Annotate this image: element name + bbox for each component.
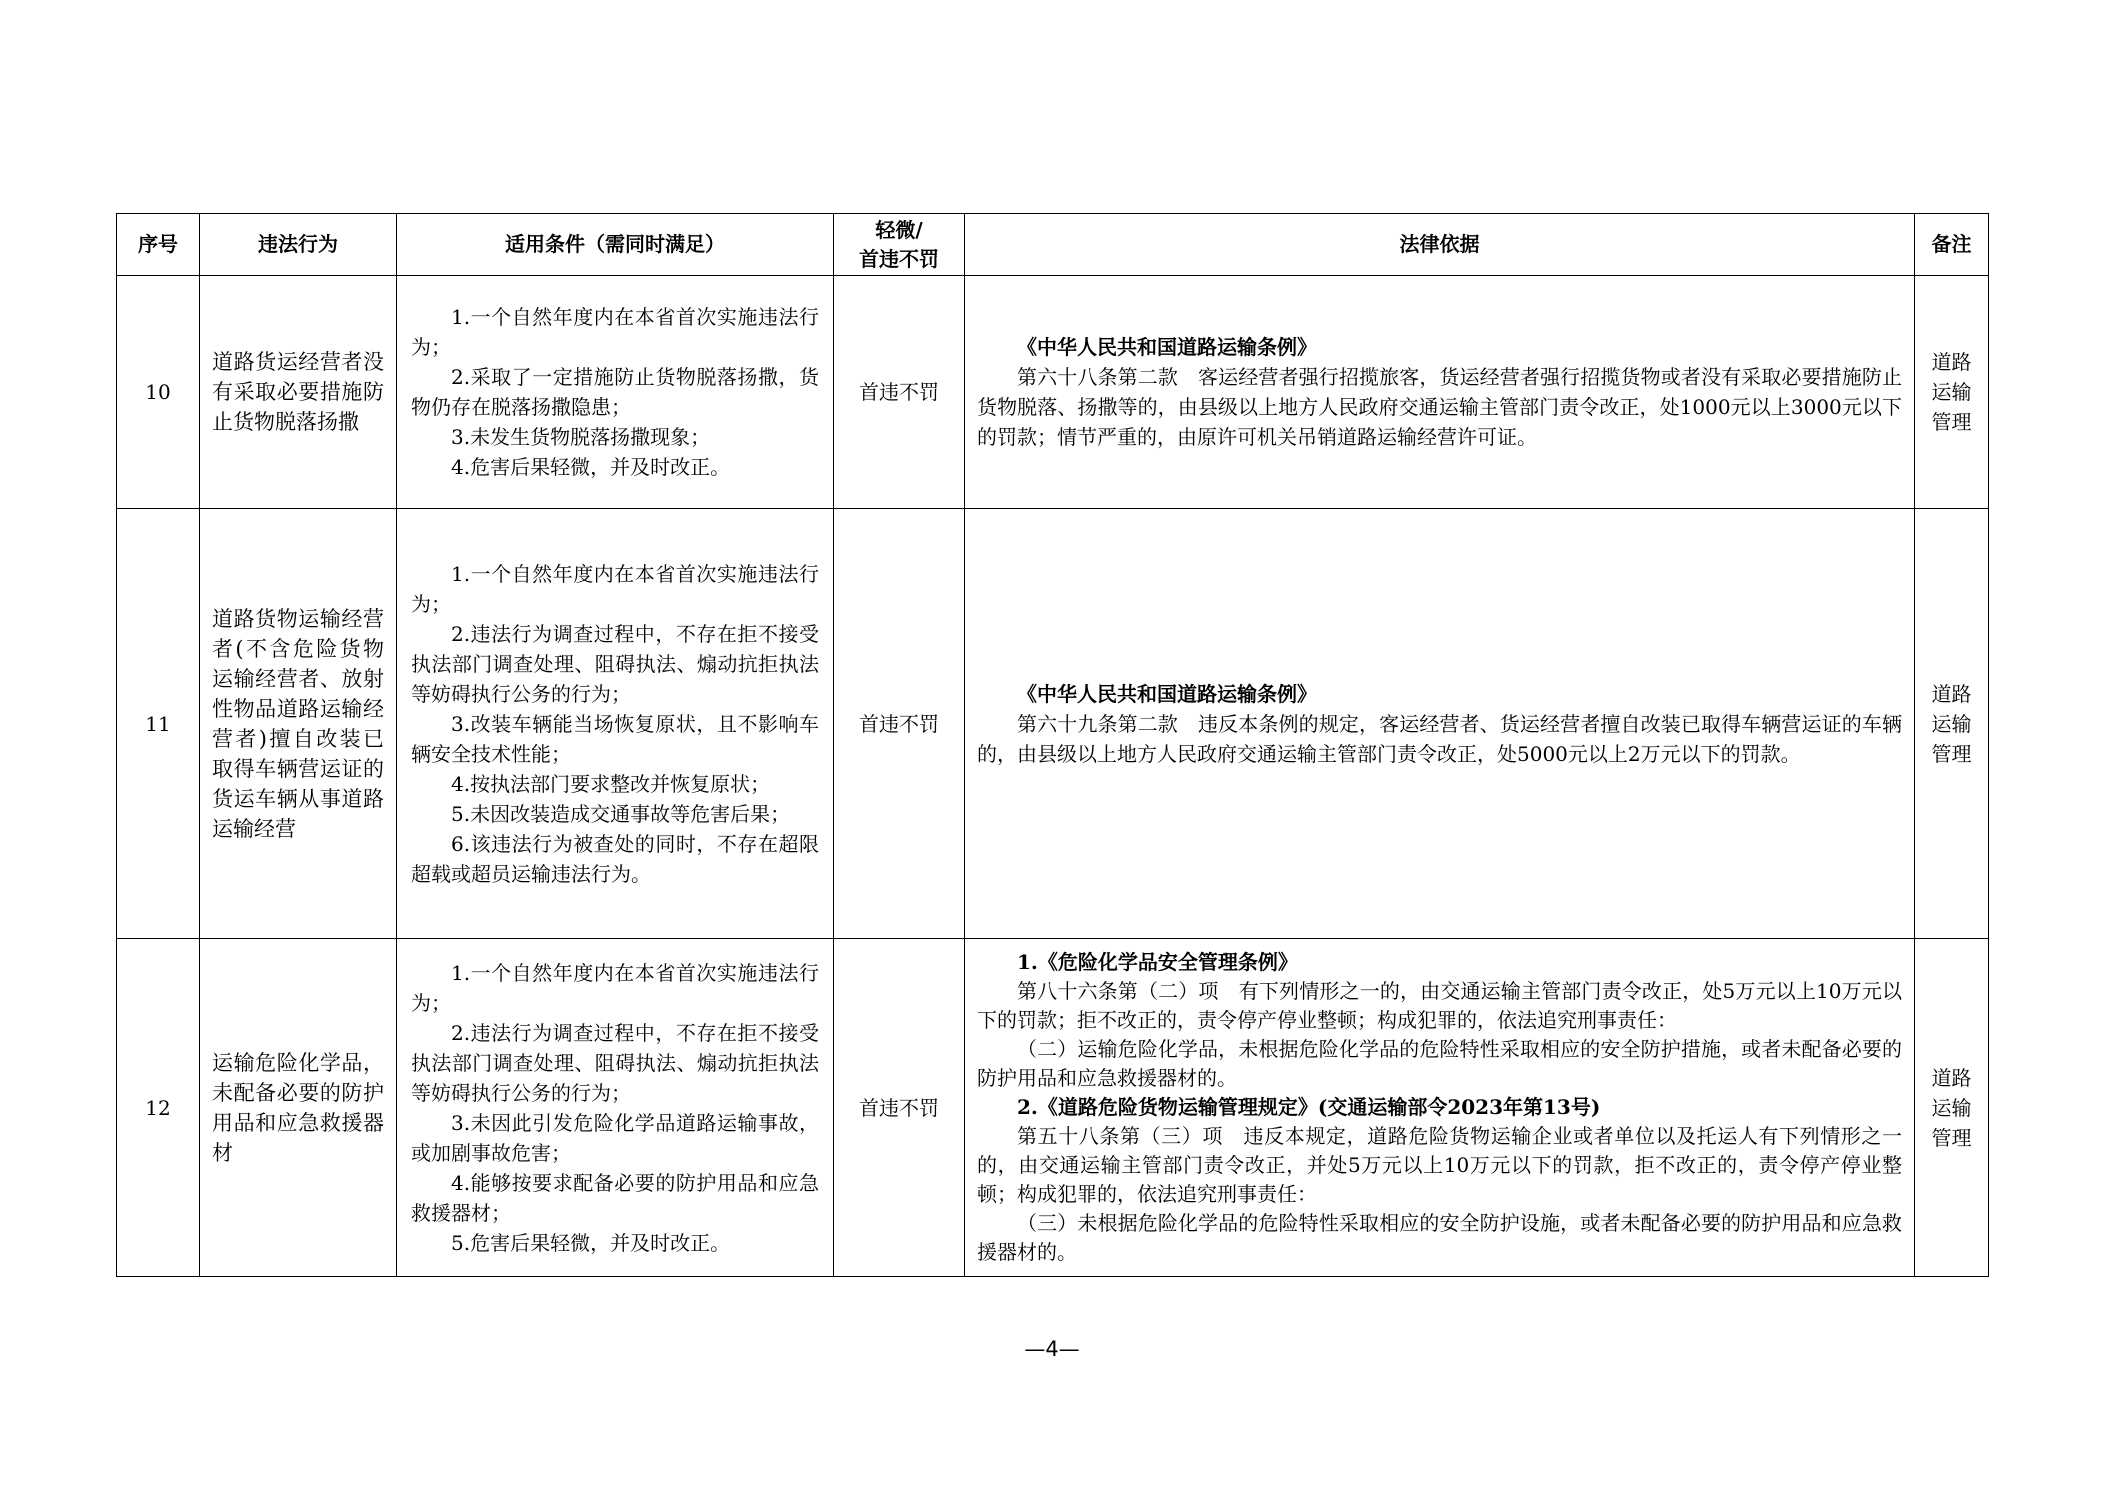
row-note: 道路运输管理	[1915, 939, 1989, 1277]
header-penalty-line2: 首违不罚	[859, 246, 939, 271]
header-law: 法律依据	[965, 214, 1915, 276]
condition-item: 3.未因此引发危险化学品道路运输事故，或加剧事故危害；	[411, 1110, 819, 1165]
row-conditions	[397, 276, 834, 509]
law-article: 第五十八条第（三）项 违反本规定，道路危险货物运输企业或者单位以及托运人有下列情形之一的，由交通运输主管部门责令改正，并处5万元以上10万元以下的罚款，拒不改正的，责令停产停业整顿；构成犯罪的，依法追究刑事责任：	[977, 1124, 1902, 1206]
header-penalty-line1: 轻微/	[875, 217, 923, 242]
row-penalty: 首违不罚	[834, 509, 965, 939]
law-clause: （二）运输危险化学品，未根据危险化学品的危险特性采取相应的安全防护措施，或者未配备必要的防护用品和应急救援器材的。	[977, 1037, 1902, 1090]
condition-item: 1.一个自然年度内在本省首次实施违法行为；	[411, 960, 819, 1015]
condition-item: 6.该违法行为被查处的同时，不存在超限超载或超员运输违法行为。	[411, 831, 819, 886]
condition-item: 3.改装车辆能当场恢复原状，且不影响车辆安全技术性能；	[411, 711, 819, 766]
header-note: 备注	[1915, 214, 1989, 276]
condition-item: 1.一个自然年度内在本省首次实施违法行为；	[411, 561, 819, 616]
row-note: 道路运输管理	[1915, 276, 1989, 509]
law-title: 2.《道路危险货物运输管理规定》(交通运输部令2023年第13号)	[1017, 1095, 1601, 1119]
row-legal-basis	[965, 509, 1915, 939]
row-conditions	[397, 939, 834, 1277]
condition-item: 3.未发生货物脱落扬撒现象；	[451, 425, 711, 449]
page-number: —4—	[1024, 1337, 1080, 1361]
header-act: 违法行为	[200, 214, 397, 276]
condition-item: 4.危害后果轻微，并及时改正。	[451, 455, 731, 479]
row-violation: 运输危险化学品，未配备必要的防护用品和应急救援器材	[200, 939, 397, 1277]
penalty-table	[116, 213, 1989, 1277]
header-penalty	[834, 214, 965, 276]
table-row	[117, 276, 1989, 509]
row-violation: 道路货物运输经营者(不含危险货物运输经营者、放射性物品道路运输经营者)擅自改装已取得车辆营运证的货运车辆从事道路运输经营	[200, 509, 397, 939]
condition-item: 5.危害后果轻微，并及时改正。	[451, 1230, 731, 1255]
law-title: 1.《危险化学品安全管理条例》	[1017, 950, 1298, 974]
condition-item: 4.按执法部门要求整改并恢复原状；	[451, 771, 771, 796]
row-penalty: 首违不罚	[834, 939, 965, 1277]
row-legal-basis	[965, 276, 1915, 509]
row-no: 11	[117, 509, 200, 939]
table-header-row	[117, 214, 1989, 276]
header-cond: 适用条件（需同时满足）	[397, 214, 834, 276]
row-conditions	[397, 509, 834, 939]
law-article: 第六十八条第二款 客运经营者强行招揽旅客，货运经营者强行招揽货物或者没有采取必要措施防止货物脱落、扬撒等的，由县级以上地方人民政府交通运输主管部门责令改正，处1000元以上3000元以下的罚款；情节严重的，由原许可机关吊销道路运输经营许可证。	[977, 365, 1902, 449]
table-row	[117, 939, 1989, 1277]
law-clause: （三）未根据危险化学品的危险特性采取相应的安全防护设施，或者未配备必要的防护用品和应急救援器材的。	[977, 1211, 1902, 1264]
law-title: 《中华人民共和国道路运输条例》	[1017, 681, 1317, 706]
condition-item: 2.违法行为调查过程中，不存在拒不接受执法部门调查处理、阻碍执法、煽动抗拒执法等妨碍执行公务的行为；	[411, 621, 819, 706]
condition-item: 4.能够按要求配备必要的防护用品和应急救援器材；	[411, 1170, 819, 1225]
law-article: 第八十六条第（二）项 有下列情形之一的，由交通运输主管部门责令改正，处5万元以上10万元以下的罚款；拒不改正的，责令停产停业整顿；构成犯罪的，依法追究刑事责任：	[977, 979, 1902, 1032]
row-no: 10	[117, 276, 200, 509]
header-no: 序号	[117, 214, 200, 276]
row-note: 道路运输管理	[1915, 509, 1989, 939]
row-legal-basis	[965, 939, 1915, 1277]
law-title: 《中华人民共和国道路运输条例》	[1017, 335, 1317, 359]
condition-item: 2.违法行为调查过程中，不存在拒不接受执法部门调查处理、阻碍执法、煽动抗拒执法等妨碍执行公务的行为；	[411, 1020, 819, 1105]
condition-item: 2.采取了一定措施防止货物脱落扬撒，货物仍存在脱落扬撒隐患；	[411, 365, 819, 419]
condition-item: 1.一个自然年度内在本省首次实施违法行为；	[411, 305, 819, 359]
row-no: 12	[117, 939, 200, 1277]
law-article: 第六十九条第二款 违反本条例的规定，客运经营者、货运经营者擅自改装已取得车辆营运证的车辆的，由县级以上地方人民政府交通运输主管部门责令改正，处5000元以上2万元以下的罚款。	[977, 711, 1902, 766]
table-row	[117, 509, 1989, 939]
condition-item: 5.未因改装造成交通事故等危害后果；	[451, 801, 791, 826]
row-violation: 道路货运经营者没有采取必要措施防止货物脱落扬撒	[200, 276, 397, 509]
row-penalty: 首违不罚	[834, 276, 965, 509]
